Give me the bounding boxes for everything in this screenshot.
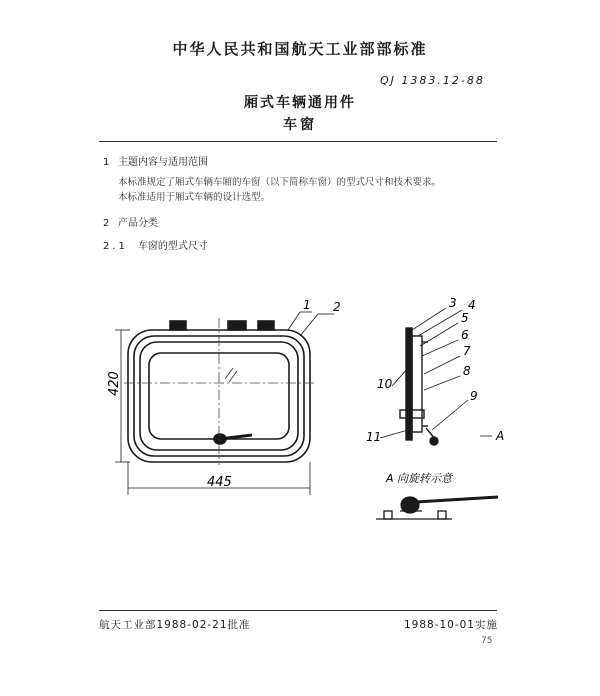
ministry-heading: 中华人民共和国航天工业部部标准 [172,40,428,58]
callout-5: 5 [461,311,469,325]
callout-11: 11 [366,430,382,444]
section-2-heading [103,214,158,229]
callout-3: 3 [449,296,457,310]
callout-9: 9 [470,389,478,403]
standard-number: QJ 1383.12-88 [380,74,485,87]
section-title: 产品分类 [118,218,158,229]
document-title: 厢式车辆通用件 [244,95,356,111]
dimension-width: 445 [207,475,232,490]
detail-caption: A 向旋转示意 [386,472,453,485]
section-1-heading [103,153,208,168]
window-drawing [0,290,600,530]
footer-rule [99,610,497,611]
effective-date: 1988-10-01实施 [403,619,498,631]
callout-8: 8 [463,364,471,378]
approval-note: 航天工业部1988-02-21批准 [99,619,251,631]
view-marker-a: A [496,429,505,443]
section-number: 2 [103,218,110,229]
section-1-paragraph-2: 本标准适用于厢式车辆的设计选型。 [118,192,271,203]
section-number: 2.1 [103,241,128,252]
section-number: 1 [103,157,110,168]
callout-10: 10 [377,377,393,391]
page-number: 75 [481,636,493,646]
callout-1: 1 [303,298,311,312]
callout-4: 4 [468,298,476,312]
document-subtitle: 车窗 [283,117,317,133]
dimension-height: 420 [107,371,122,396]
section-2-1-heading [103,237,208,252]
callout-7: 7 [463,344,471,358]
header-rule [99,141,497,142]
callout-6: 6 [461,328,469,342]
section-1-paragraph-1: 本标准规定了厢式车辆车厢的车窗（以下简称车窗）的型式尺寸和技术要求。 [118,177,442,188]
section-title: 车窗的型式尺寸 [137,241,208,252]
section-title: 主题内容与适用范围 [118,157,208,168]
callout-2: 2 [333,300,341,314]
